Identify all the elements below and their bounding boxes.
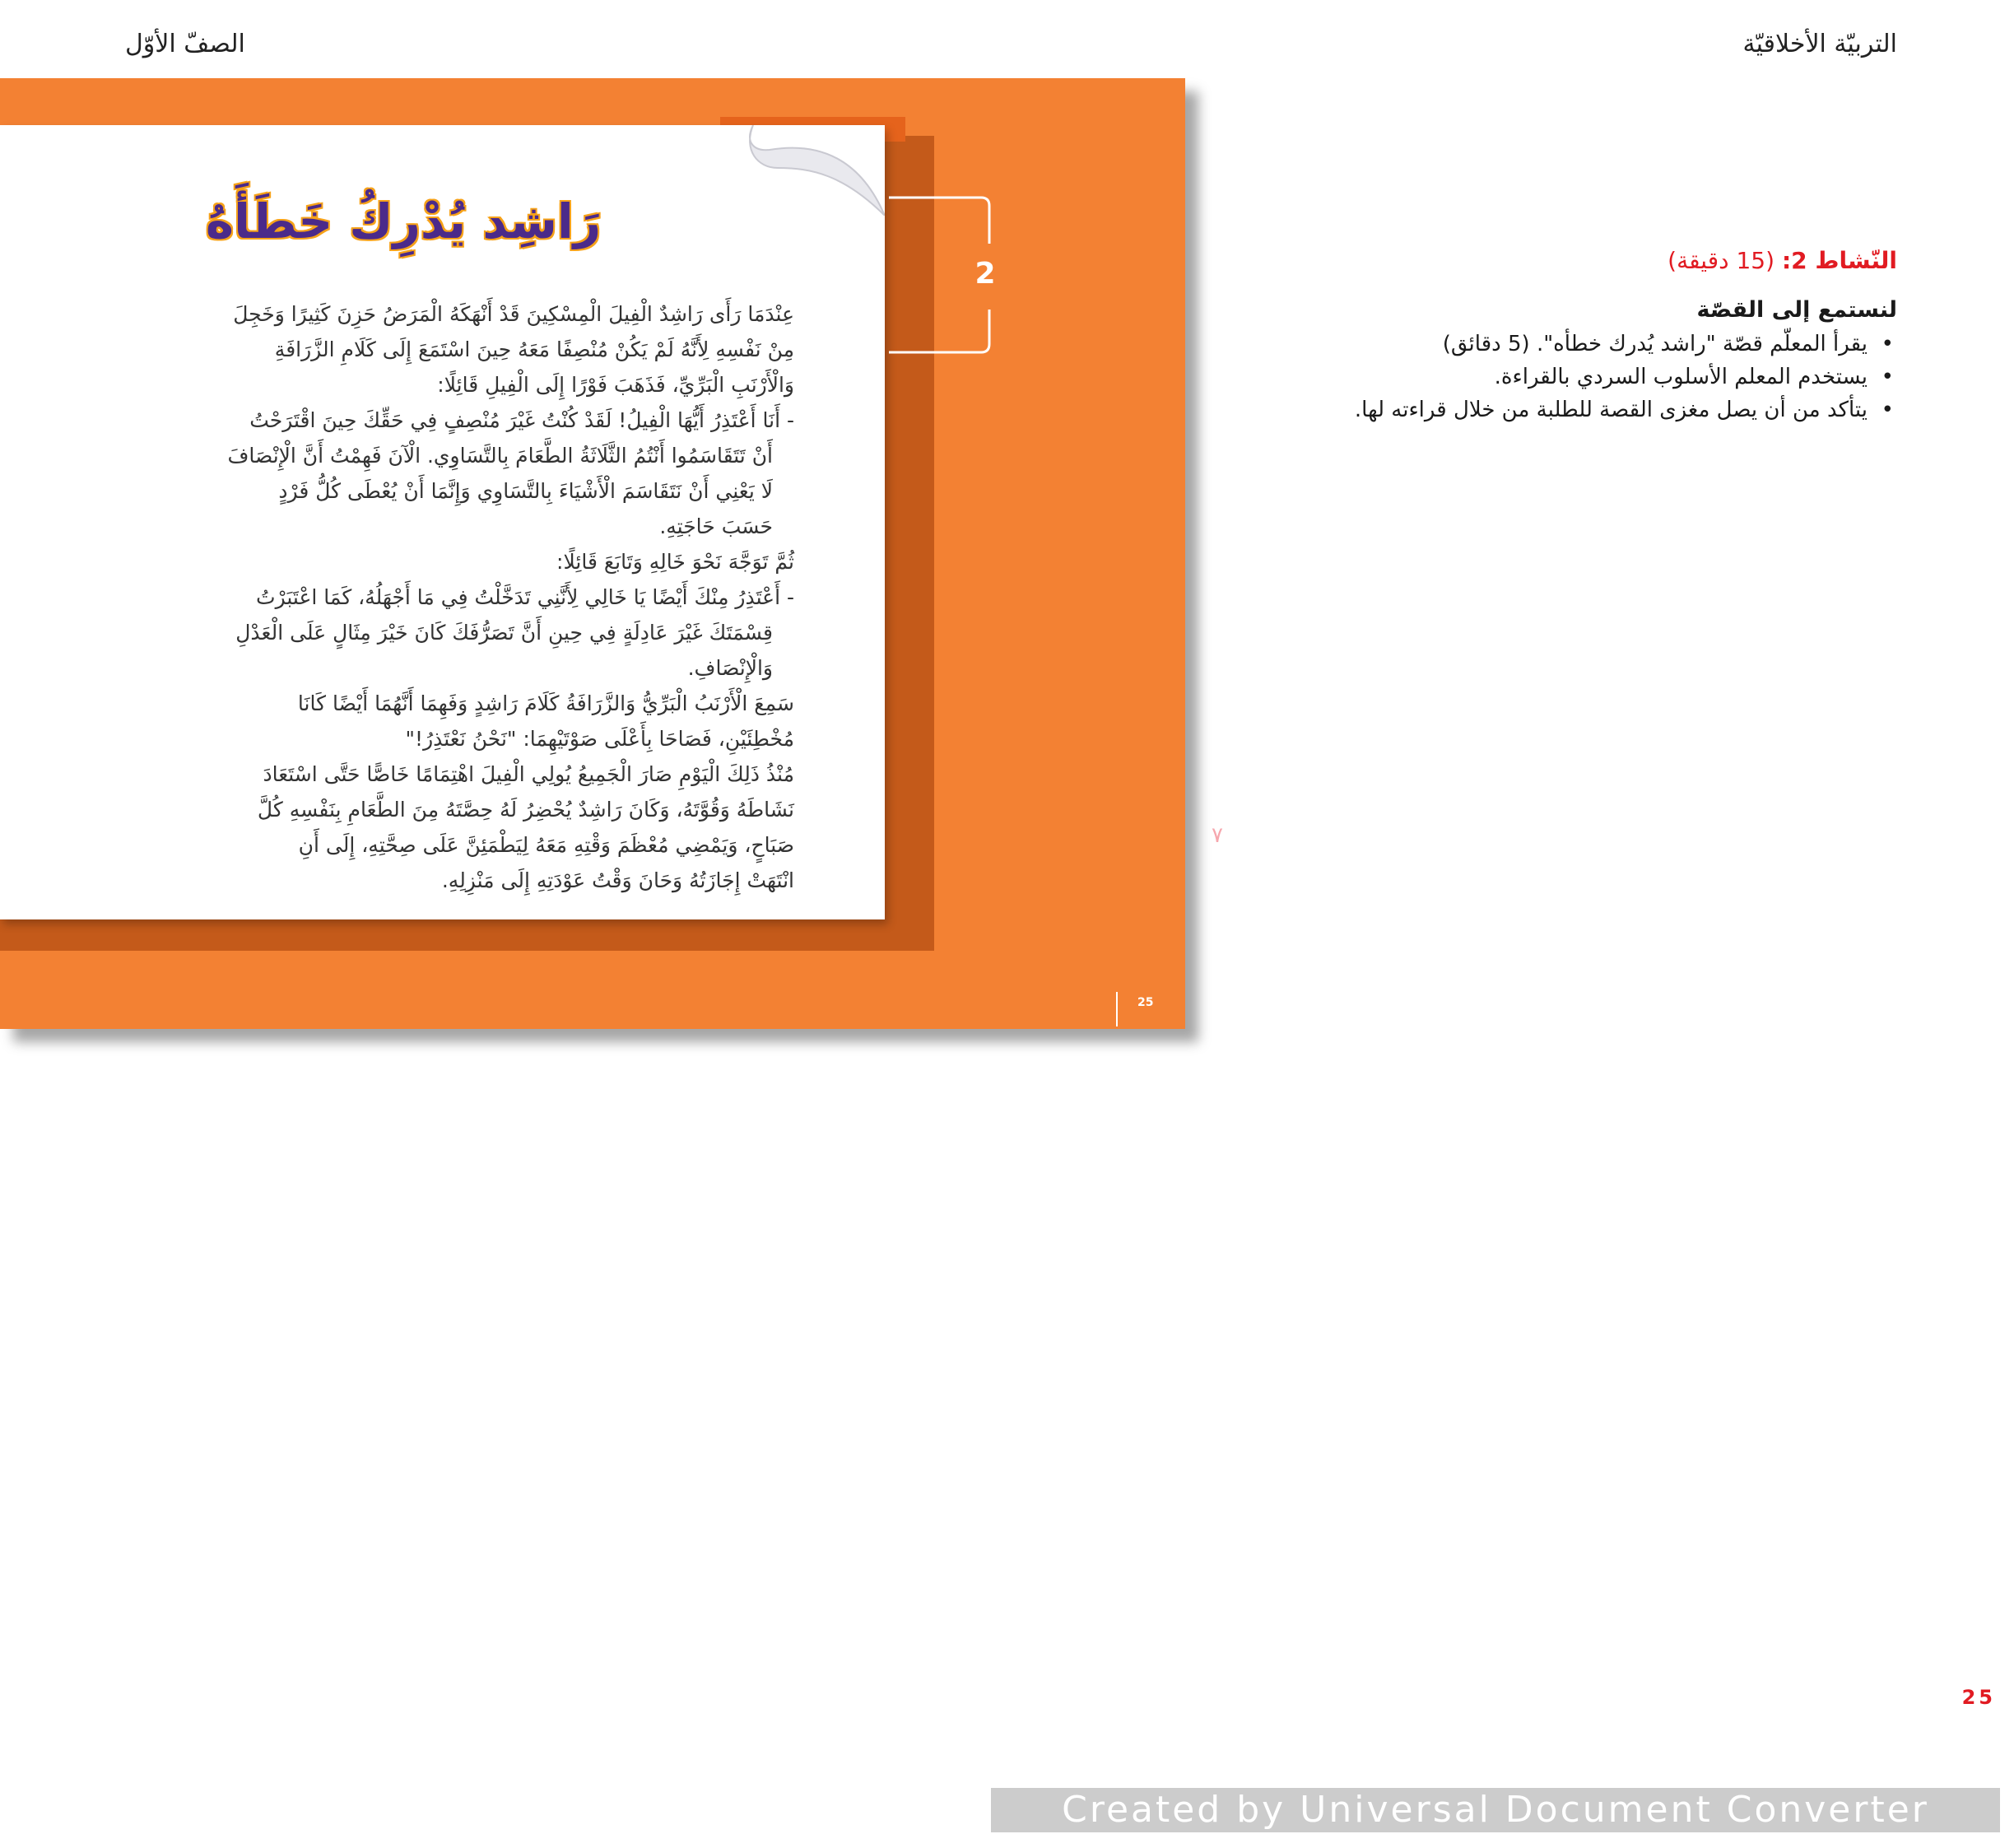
story-line: وَالْإِنْصَافِ. (687, 656, 773, 680)
story-line: - أَعْتَذِرُ مِنْكَ أَيْضًا يَا خَالِي لِأَنَّنِي تَدَخَّلْتُ فِي مَا أَجْهَلُهُ، كَمَا اعْتَبَرْتُ (256, 585, 794, 609)
story-line: نَشَاطَهُ وَقُوَّتَهُ، وَكَانَ رَاشِدٌ يُحْضِرُ لَهُ حِصَّتَهُ مِنَ الطَّعَامِ بِنَفْسِهِ كُلَّ (257, 798, 794, 822)
story-line: لَا يَعْنِي أَنْ نَتَقَاسَمَ الْأَشْيَاءَ بِالتَّسَاوِي وَإِنَّمَا أَنْ يُعْطَى كُلُّ فَرْدٍ (278, 479, 773, 503)
list-item: • يستخدم المعلم الأسلوب السردي بالقراءة. (1305, 361, 1897, 393)
grade-header: الصفّ الأوّل (125, 30, 245, 58)
teacher-guide (1305, 247, 1897, 426)
story-line: صَبَاحٍ، وَيَمْضِي مُعْظَمَ وَقْتِهِ مَعَهُ لِيَطْمَئِنَّ عَلَى صِحَّتِهِ، إِلَى أَنِ (298, 833, 794, 857)
book-page-number: 25 (1137, 996, 1154, 1009)
subject-header: التربيّة الأخلاقيّة (1742, 30, 1897, 58)
activity-label: النّشاط 2: (1781, 247, 1897, 274)
story-line: ثُمَّ تَوَجَّهَ نَحْوَ خَالِهِ وَتَابَعَ قَائِلًا: (556, 550, 794, 574)
page-curl-icon (720, 125, 885, 216)
guide-bullets (1305, 328, 1897, 426)
story-line: عِنْدَمَا رَأَى رَاشِدٌ الْفِيلَ الْمِسْكِينَ قَدْ أَنْهَكَهُ الْمَرَضُ حَزِنَ كَثِيرًا وَخَجِلَ (233, 302, 794, 326)
activity-heading (1305, 247, 1897, 274)
story-line: - أَنَا أَعْتَذِرُ أَيُّهَا الْفِيلُ! لَقَدْ كُنْتُ غَيْرَ مُنْصِفٍ فِي حَقِّكَ حِينَ اقْتَرَحْتُ (249, 408, 794, 432)
listen-heading: لنستمع إلى القصّة (1696, 297, 1897, 323)
story-line: مُنْذُ ذَلِكَ الْيَوْمِ صَارَ الْجَمِيعُ يُولِي الْفِيلَ اهْتِمَامًا خَاصًّا حَتَّى اسْتَعَادَ (263, 762, 794, 786)
story-line: وَالْأَرْنَبِ الْبَرِّيِّ، فَذَهَبَ فَوْرًا إِلَى الْفِيلِ قَائِلًا: (437, 373, 794, 397)
story-title: رَاشِد يُدْرِكُ خَطَأَهُ (205, 193, 602, 249)
story-line: قِسْمَتَكَ غَيْرَ عَادِلَةٍ فِي حِينِ أَنَّ تَصَرُّفَكَ كَانَ خَيْرَ مِثَالٍ عَلَى الْعَدْلِ (235, 621, 773, 645)
list-item: • يقرأ المعلّم قصّة "راشد يُدرك خطأه". (5 دقائق) (1305, 328, 1897, 361)
converter-watermark: Created by Universal Document Converter (991, 1788, 2000, 1832)
page-number: 25 (1961, 1686, 1996, 1709)
story-line: مُخْطِئَيْنِ، فَصَاحَا بِأَعْلَى صَوْتَيْهِمَا: "نَحْنُ نَعْتَذِرُ!" (405, 727, 794, 751)
section-number: 2 (974, 257, 996, 291)
pink-mark: ٧ (1212, 823, 1223, 848)
list-item: • يتأكد من أن يصل مغزى القصة للطلبة من خلال قراءته لها. (1305, 393, 1897, 426)
story-line: سَمِعَ الْأَرْنَبُ الْبَرِّيُّ وَالزَّرَافَةُ كَلَامَ رَاشِدٍ وَفَهِمَا أَنَّهُمَا أَيْضًا كَانَا (297, 691, 794, 715)
story-line: أَنْ تَتَقَاسَمُوا أَنْتُمُ الثَّلَاثَةُ الطَّعَامَ بِالتَّسَاوِي. الْآنَ فَهِمْتُ أَنَّ الْإِنْصَافَ (227, 444, 773, 468)
page-divider (1116, 992, 1118, 1026)
story-text (82, 296, 794, 898)
story-line: مِنْ نَفْسِهِ لِأَنَّهُ لَمْ يَكُنْ مُنْصِفًا مَعَهُ حِينَ اسْتَمَعَ إِلَى كَلَامِ الزَّرَافَةِ (274, 337, 794, 361)
story-line: حَسَبَ حَاجَتِهِ. (659, 514, 773, 538)
activity-time: (15 دقيقة) (1667, 247, 1775, 274)
story-line: انْتَهَتْ إِجَازَتُهُ وَحَانَ وَقْتُ عَوْدَتِهِ إِلَى مَنْزِلِهِ. (441, 868, 794, 892)
